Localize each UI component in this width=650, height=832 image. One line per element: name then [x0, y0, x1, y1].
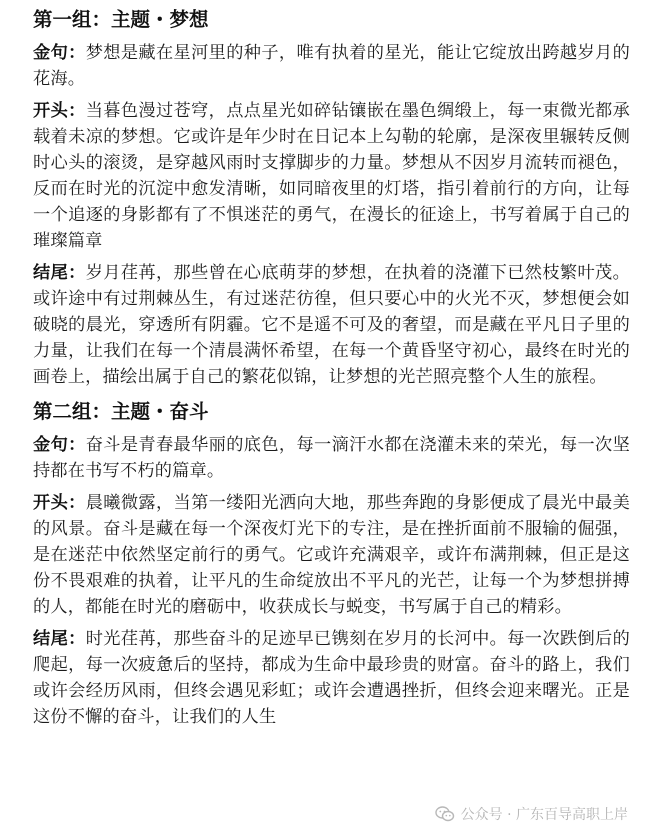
ending-label: 结尾：	[33, 263, 86, 283]
opening-paragraph-struggle	[33, 490, 630, 620]
quote-label: 金句：	[33, 43, 86, 63]
ending-text: 岁月荏苒，那些曾在心底萌芽的梦想，在执着的浇灌下已然枝繁叶茂。或许途中有过荆棘丛生，有过迷茫彷徨，但只要心中的火光不灭，梦想便会如破晓的晨光，穿透所有阴霾。它不是遥不可及的奢望，而是藏在平凡日子里的力量，让我们在每一个清晨满怀希望，在每一个黄昏坚守初心，最终在时光的画卷上，描绘出属于自己的繁花似锦，让梦想的光芒照亮整个人生的旅程。	[33, 263, 631, 387]
ending-paragraph-dream	[33, 260, 630, 390]
opening-text: 晨曦微露，当第一缕阳光洒向大地，那些奔跑的身影便成了晨光中最美的风景。奋斗是藏在每一个深夜灯光下的专注，是在挫折面前不服输的倔强，是在迷茫中依然坚定前行的勇气。它或许充满艰辛，或许布满荆棘，但正是这份不畏艰难的执着，让平凡的生命绽放出不平凡的光芒，让每一个为梦想拼搏的人，都能在时光的磨砺中，收获成长与蜕变，书写属于自己的精彩。	[33, 493, 631, 617]
watermark-text: 公众号 · 广东百导高职上岸	[460, 807, 628, 823]
opening-text: 当暮色漫过苍穹，点点星光如碎钻镶嵌在墨色绸缎上，每一束微光都承载着未凉的梦想。它或许是年少时在日记本上勾勒的轮廓，是深夜里辗转反侧时心头的滚烫，是穿越风雨时支撑脚步的力量。梦想从不因岁月流转而褪色，反而在时光的沉淀中愈发清晰，如同暗夜里的灯塔，指引着前行的方向，让每一个追逐的身影都有了不惧迷茫的勇气，在漫长的征途上，书写着属于自己的璀璨篇章	[33, 101, 631, 251]
wechat-watermark	[427, 802, 630, 826]
quote-paragraph-struggle	[33, 432, 630, 484]
ending-label: 结尾：	[33, 629, 86, 649]
quote-text: 奋斗是青春最华丽的底色，每一滴汗水都在浇灌未来的荣光，每一次坚持都在书写不朽的篇章。	[33, 435, 631, 481]
quote-label: 金句：	[33, 435, 86, 455]
wechat-icon	[435, 806, 455, 822]
quote-paragraph-dream	[33, 40, 630, 92]
opening-paragraph-dream	[33, 98, 630, 254]
group-title-struggle: 第二组：主题・奋斗	[33, 400, 209, 423]
ending-text: 时光荏苒，那些奋斗的足迹早已镌刻在岁月的长河中。每一次跌倒后的爬起，每一次疲惫后的坚持，都成为生命中最珍贵的财富。奋斗的路上，我们或许会经历风雨，但终会遇见彩虹；或许会遭遇挫折，但终会迎来曙光。正是这份不懈的奋斗，让我们的人生	[33, 629, 631, 727]
group-title-dream: 第一组：主题・梦想	[33, 8, 209, 31]
ending-paragraph-struggle	[33, 626, 630, 730]
quote-text: 梦想是藏在星河里的种子，唯有执着的星光，能让它绽放出跨越岁月的花海。	[33, 43, 631, 89]
opening-label: 开头：	[33, 493, 86, 513]
opening-label: 开头：	[33, 101, 86, 121]
